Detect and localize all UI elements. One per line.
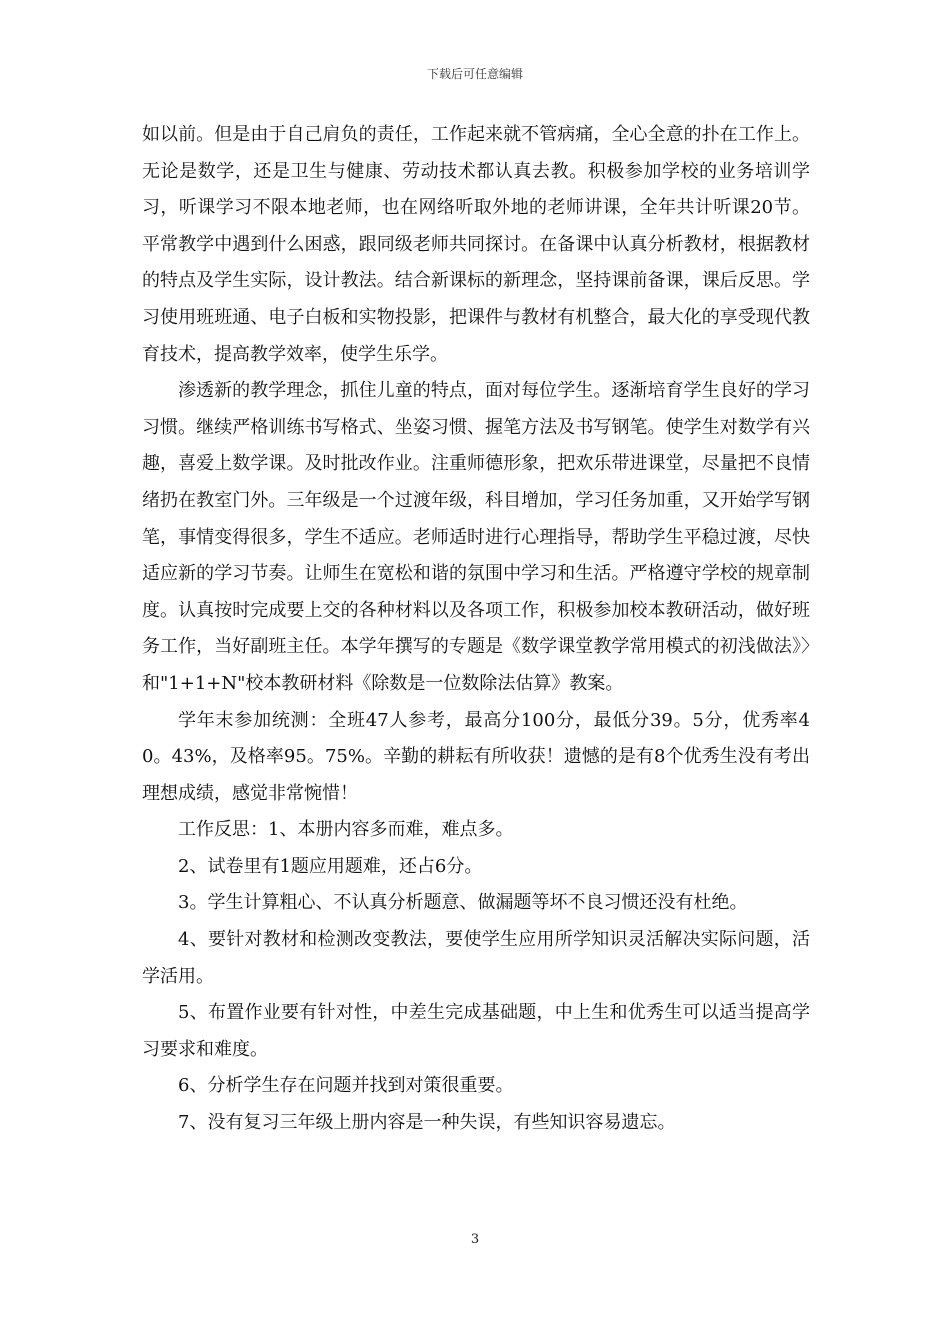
- reflection-item-7: 7、没有复习三年级上册内容是一种失误，有些知识容易遗忘。: [178, 1112, 676, 1134]
- reflection-item-5: 5、布置作业要有针对性，中差生完成基础题，中上生和优秀生可以适当提高学习要求和难度。: [142, 1002, 810, 1060]
- page-number: 3: [470, 1232, 480, 1247]
- reflection-item-4: 4、要针对教材和检测改变教法，要使学生应用所学知识灵活解决实际问题，活学活用。: [142, 929, 810, 987]
- paragraph-2: 渗透新的教学理念，抓住儿童的特点，面对每位学生。逐渐培育学生良好的学习习惯。继续严格训练书写格式、坐姿习惯、握笔方法及书写钢笔。使学生对数学有兴趣，喜爱上数学课。及时批改作业。注重师德形象，把欢乐带进课堂，尽量把不良情绪扔在教室门外。三年级是一个过渡年级，科目增加，学习任务加重，又开始学写钢笔，事情变得很多，学生不适应。老师适时进行心理指导，帮助学生平稳过渡，尽快适应新的学习节奏。让师生在宽松和谐的氛围中学习和生活。严格遵守学校的规章制度。认真按时完成要上交的各种材料以及各项工作，积极参加校本教研活动，做好班务工作，当好副班主任。本学年撰写的专题是《数学课堂教学常用模式的初浅做法》〉和"1+1+N"校本教研材料《除数是一位数除法估算》教案。: [142, 380, 810, 694]
- paragraph-3: 学年末参加统测：全班47人参考，最高分100分，最低分39。5分，优秀率40。43%，及格率95。75%。辛勤的耕耘有所收获！遗憾的是有8个优秀生没有考出理想成绩，感觉非常惋惜！: [142, 709, 810, 804]
- reflection-item-2: 2、试卷里有1题应用题难，还占6分。: [178, 855, 483, 877]
- paragraph-1: 如以前。但是由于自己肩负的责任，工作起来就不管病痛，全心全意的扑在工作上。无论是数学，还是卫生与健康、劳动技术都认真去教。积极参加学校的业务培训学习，听课学习不限本地老师，也在网络听取外地的老师讲课，全年共计听课20节。平常教学中遇到什么困惑，跟同级老师共同探讨。在备课中认真分析教材，根据教材的特点及学生实际，设计教法。结合新课标的新理念，坚持课前备课，课后反思。学习使用班班通、电子白板和实物投影，把课件与教材有机整合，最大化的享受现代教育技术，提高教学效率，使学生乐学。: [142, 124, 810, 365]
- reflection-item-6: 6、分析学生存在问题并找到对策很重要。: [178, 1075, 514, 1097]
- document-body: [142, 117, 810, 1142]
- reflection-item-3: 3。学生计算粗心、不认真分析题意、做漏题等坏不良习惯还没有杜绝。: [178, 892, 748, 914]
- page-header-note: 下载后可任意编辑: [426, 67, 523, 81]
- reflection-heading: 工作反思：1、本册内容多而难，难点多。: [178, 819, 514, 841]
